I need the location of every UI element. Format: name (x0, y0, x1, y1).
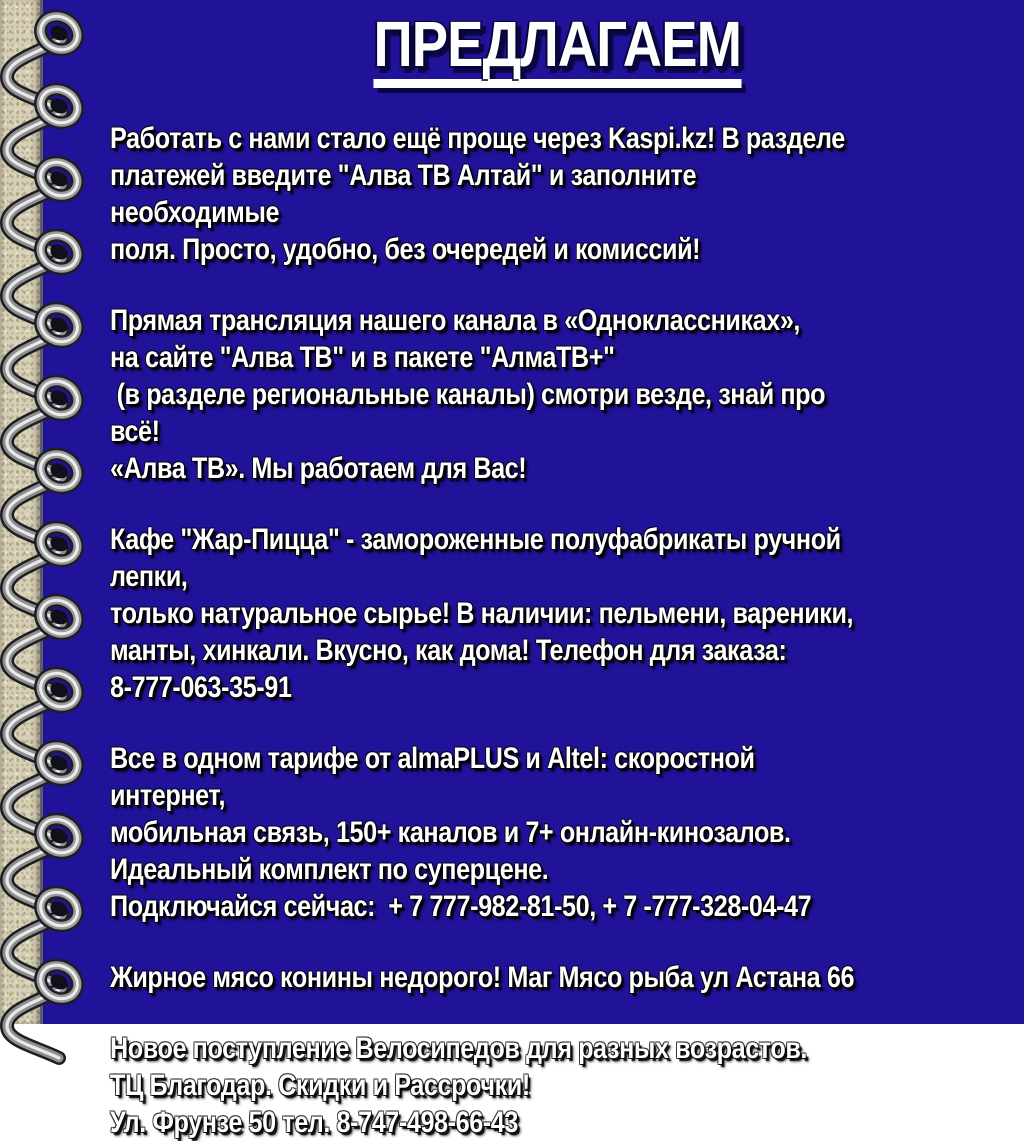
ad-line: платежей введите "Алва ТВ Алтай" и заполните необходимые (110, 159, 703, 229)
ad-line: ТЦ Благодар. Скидки и Рассрочки! (110, 1069, 530, 1102)
ad-line: Все в одном тарифе от almaPLUS и Altel: скоростной интернет, (110, 742, 762, 812)
ad-line: (в разделе региональные каналы) смотри везде, знай про всё! (110, 378, 832, 448)
ad-line: на сайте "Алва ТВ" и в пакете "АлмаТВ+" (110, 341, 615, 374)
ad-line: Прямая трансляция нашего канала в «Одноклассниках», (110, 304, 801, 337)
ad-paragraph-kaspi-payment-ad (110, 120, 861, 268)
ad-paragraph-almaplus-altel-tariff-ad (110, 740, 861, 925)
ad-line: поля. Просто, удобно, без очередей и комиссий! (110, 233, 701, 266)
ad-line: манты, хинкали. Вкусно, как дома! Телефон для заказа: (110, 634, 787, 667)
ad-line: Идеальный комплект по суперцене. (110, 853, 549, 886)
ads-list (110, 120, 1004, 1141)
ad-paragraph-bicycles-ad (110, 1030, 861, 1141)
ad-line: Работать с нами стало ещё проще через Kaspi.kz! В разделе (110, 122, 845, 155)
title-row (110, 8, 1004, 120)
ad-line: только натуральное сырье! В наличии: пельмени, вареники, (110, 597, 854, 630)
ad-line: мобильная связь, 150+ каналов и 7+ онлайн-кинозалов. (110, 816, 791, 849)
ad-paragraph-alva-tv-broadcast-ad (110, 302, 861, 487)
page-title: ПРЕДЛАГАЕМ (373, 12, 741, 88)
ad-line: Жирное мясо конины недорого! Маг Мясо рыба ул Астана 66 (110, 961, 855, 994)
ad-line: Ул. Фрунзе 50 тел. 8-747-498-66-43 (110, 1106, 518, 1139)
ad-paragraph-zhar-pizza-cafe-ad (110, 521, 861, 706)
ad-line: Новое поступление Велосипедов для разных возрастов. (110, 1032, 808, 1065)
ad-line: Кафе "Жар-Пицца" - замороженные полуфабрикаты ручной лепки, (110, 523, 848, 593)
page-content (40, 0, 1024, 1141)
ad-line: Подключайся сейчас: + 7 777-982-81-50, + 7 -777-328-04-47 (110, 890, 812, 923)
ad-paragraph-horse-meat-ad (110, 959, 861, 996)
ad-line: «Алва ТВ». Мы работаем для Вас! (110, 452, 527, 485)
ad-line: 8-777-063-35-91 (110, 671, 292, 704)
